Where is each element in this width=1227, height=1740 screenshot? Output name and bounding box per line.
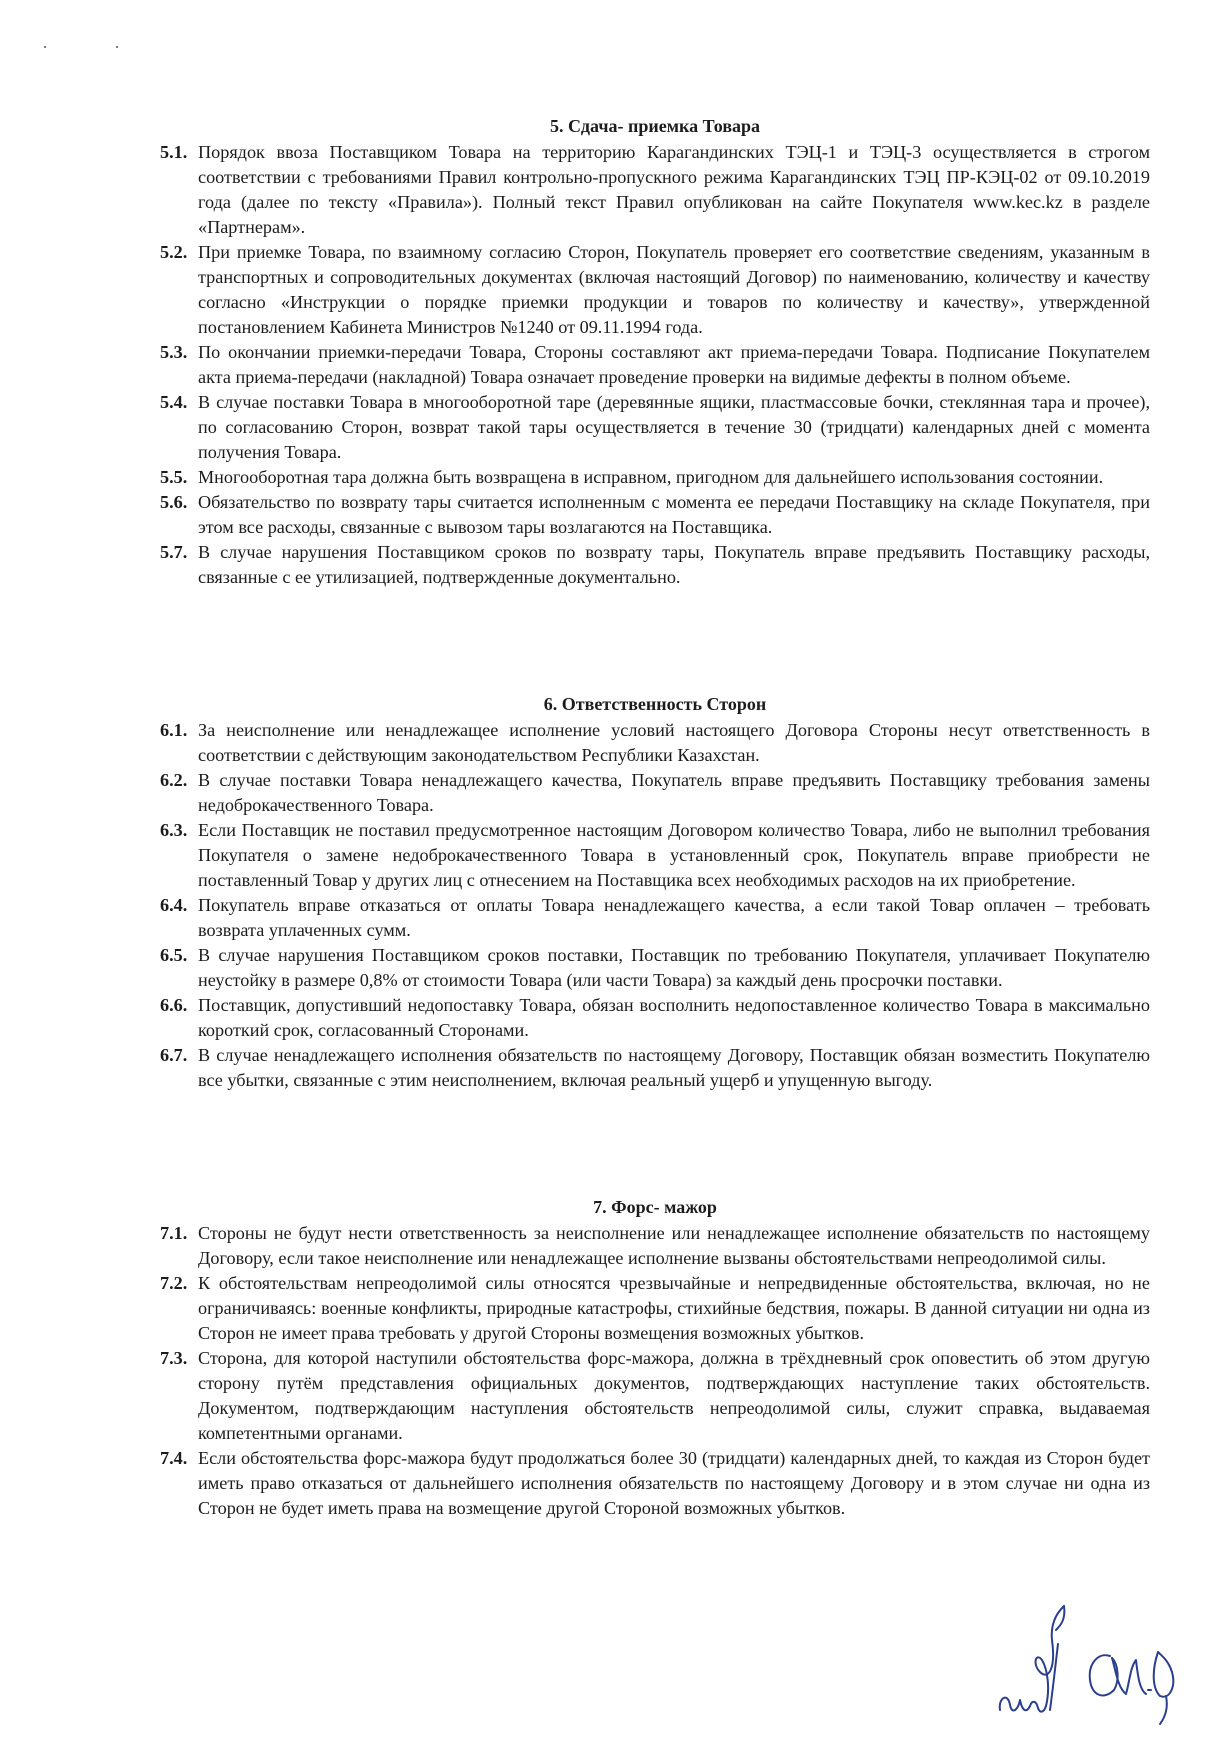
clause-text: За неисполнение или ненадлежащее исполнение условий настоящего Договора Стороны несут ответственность в соответствии с действующим законодательством Республики Казахстан. (198, 720, 1150, 765)
clause-text: В случае ненадлежащего исполнения обязательств по настоящему Договору, Поставщик обязан возместить Покупателю все убытки, связанные с этим неисполнением, включая реальный ущерб и упущенную выгоду. (198, 1045, 1150, 1090)
clause-number: 6.1. (160, 720, 188, 740)
clause-text: Поставщик, допустивший недопоставку Товара, обязан восполнить недопоставленное количество Товара в максимально короткий срок, согласованный Сторонами. (198, 995, 1150, 1040)
clause-6-7 (160, 1043, 1150, 1093)
clause-6-2 (160, 768, 1150, 818)
clause-text: Обязательство по возврату тары считается исполненным с момента ее передачи Поставщику на складе Покупателя, при этом все расходы, связанные с вывозом тары возлагаются на Поставщика. (198, 492, 1150, 537)
clause-number: 5.6. (160, 492, 188, 512)
clause-number: 5.4. (160, 392, 188, 412)
clause-5-6 (160, 490, 1150, 540)
section-title: 7. Форс- мажор (593, 1197, 717, 1217)
clause-text: В случае поставки Товара в многооборотной таре (деревянные ящики, пластмассовые бочки, стеклянная тара и прочее), по согласованию Сторон, возврат такой тары осуществляется в течение 30 (тридцати) календарных дней с момента получения Товара. (198, 392, 1150, 462)
section-7 (160, 1195, 1150, 1521)
clause-7-2 (160, 1271, 1150, 1346)
scan-speck (44, 46, 46, 48)
clause-number: 7.4. (160, 1448, 188, 1468)
scan-speck (116, 46, 118, 48)
clause-number: 5.1. (160, 142, 188, 162)
clause-number: 6.4. (160, 895, 188, 915)
clause-text: Покупатель вправе отказаться от оплаты Товара ненадлежащего качества, а если такой Товар оплачен – требовать возврата уплаченных сумм. (198, 895, 1150, 940)
clause-text: При приемке Товара, по взаимному согласию Сторон, Покупатель проверяет его соответствие сведениям, указанным в транспортных и сопроводительных документах (включая настоящий Договор) по наименованию, количеству и качеству согласно «Инструкции о порядке приемки продукции и товаров по количеству и качеству», утвержденной постановлением Кабинета Министров №1240 от 09.11.1994 года. (198, 242, 1150, 337)
clause-7-1 (160, 1221, 1150, 1271)
clause-6-1 (160, 718, 1150, 768)
clause-6-3 (160, 818, 1150, 893)
clause-text: Если обстоятельства форс-мажора будут продолжаться более 30 (тридцати) календарных дней, то каждая из Сторон будет иметь право отказаться от дальнейшего исполнения обязательств по настоящему Договору и в этом случае ни одна из Сторон не будет иметь права на возмещение другой Стороной возможных убытков. (198, 1448, 1150, 1518)
clause-5-1 (160, 140, 1150, 240)
clause-number: 6.3. (160, 820, 188, 840)
clause-5-7 (160, 540, 1150, 590)
clause-text: Порядок ввоза Поставщиком Товара на территорию Карагандинских ТЭЦ-1 и ТЭЦ-3 осуществляется в строгом соответствии с требованиями Правил контрольно-пропускного режима Карагандинских ТЭЦ ПР-КЭЦ-02 от 09.10.2019 года (далее по тексту «Правила»). Полный текст Правил опубликован на сайте Покупателя www.kec.kz в разделе «Партнерам». (198, 142, 1150, 237)
section-6 (160, 692, 1150, 1093)
clause-number: 5.2. (160, 242, 188, 262)
clause-number: 7.2. (160, 1273, 188, 1293)
section-title: 6. Ответственность Сторон (543, 694, 767, 714)
clause-number: 7.1. (160, 1223, 188, 1243)
handwritten-signature (980, 1560, 1180, 1730)
clause-text: В случае нарушения Поставщиком сроков по возврату тары, Покупатель вправе предъявить Поставщику расходы, связанные с ее утилизацией, подтвержденные документально. (198, 542, 1150, 587)
section-5 (160, 114, 1150, 590)
clause-text: Многооборотная тара должна быть возвращена в исправном, пригодном для дальнейшего использования состоянии. (198, 467, 1104, 487)
clause-text: Стороны не будут нести ответственность за неисполнение или ненадлежащее исполнение обязательств по настоящему Договору, если такое неисполнение или ненадлежащее исполнение вызваны обстоятельствами непреодолимой силы. (198, 1223, 1150, 1268)
clause-text: Сторона, для которой наступили обстоятельства форс-мажора, должна в трёхдневный срок оповестить об этом другую сторону путём представления официальных документов, подтверждающих наступление таких обстоятельств. Документом, подтверждающим наступления обстоятельств непреодолимой силы, служит справка, выдаваемая компетентными органами. (198, 1348, 1150, 1443)
clause-6-6 (160, 993, 1150, 1043)
clause-text: В случае нарушения Поставщиком сроков поставки, Поставщик по требованию Покупателя, уплачивает Покупателю неустойку в размере 0,8% от стоимости Товара (или части Товара) за каждый день просрочки поставки. (198, 945, 1150, 990)
clause-6-5 (160, 943, 1150, 993)
clause-text: В случае поставки Товара ненадлежащего качества, Покупатель вправе предъявить Поставщику требования замены недоброкачественного Товара. (198, 770, 1150, 815)
clause-number: 5.5. (160, 467, 188, 487)
clause-text: По окончании приемки-передачи Товара, Стороны составляют акт приема-передачи Товара. Подписание Покупателем акта приема-передачи (накладной) Товара означает проведение проверки на видимые дефекты в полном объеме. (198, 342, 1150, 387)
clause-number: 5.7. (160, 542, 188, 562)
clause-7-3 (160, 1346, 1150, 1446)
clause-number: 6.2. (160, 770, 188, 790)
clause-text: К обстоятельствам непреодолимой силы относятся чрезвычайные и непредвиденные обстоятельства, включая, но не ограничиваясь: военные конфликты, природные катастрофы, стихийные бедствия, пожары. В данной ситуации ни одна из Сторон не имеет права требовать у другой Стороны возмещения возможных убытков. (198, 1273, 1150, 1343)
clause-5-4 (160, 390, 1150, 465)
clause-5-5 (160, 465, 1150, 490)
clause-7-4 (160, 1446, 1150, 1521)
clause-5-3 (160, 340, 1150, 390)
clause-5-2 (160, 240, 1150, 340)
clause-number: 6.7. (160, 1045, 188, 1065)
clause-number: 7.3. (160, 1348, 188, 1368)
clause-number: 6.5. (160, 945, 188, 965)
clause-6-4 (160, 893, 1150, 943)
clause-number: 5.3. (160, 342, 188, 362)
clause-text: Если Поставщик не поставил предусмотренное настоящим Договором количество Товара, либо не выполнил требования Покупателя о замене недоброкачественного Товара в установленный срок, Покупатель вправе приобрести не поставленный Товар у других лиц с отнесением на Поставщика всех необходимых расходов на их приобретение. (198, 820, 1150, 890)
clause-number: 6.6. (160, 995, 188, 1015)
section-title: 5. Сдача- приемка Товара (549, 116, 761, 136)
